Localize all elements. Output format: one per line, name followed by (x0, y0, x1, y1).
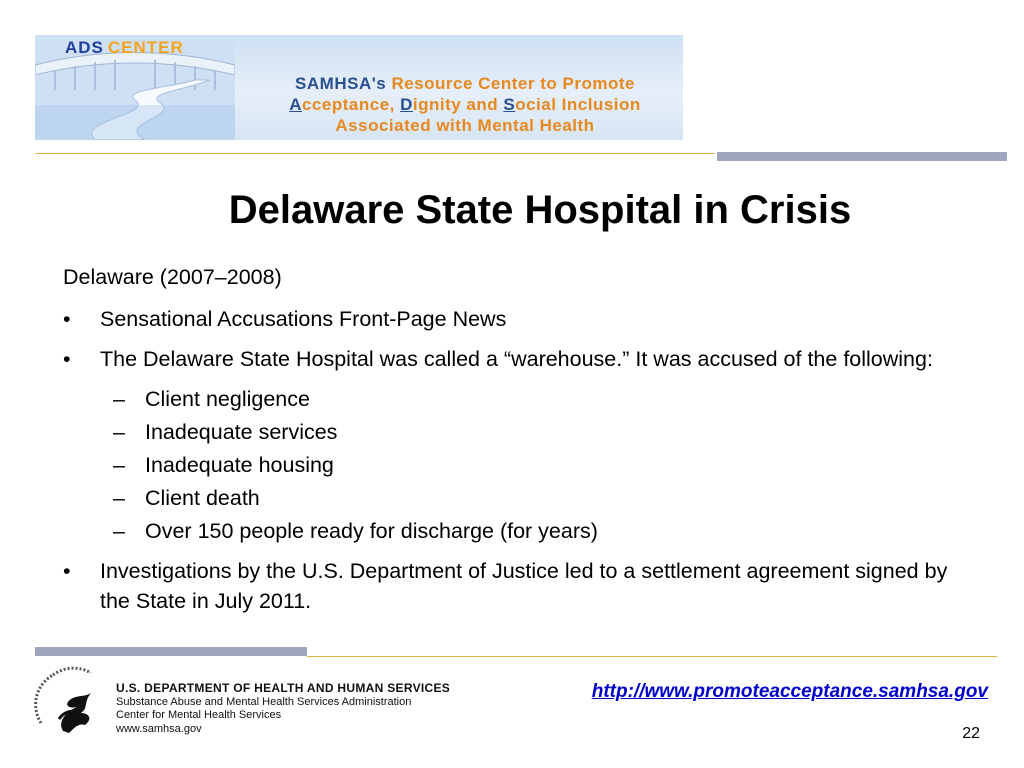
intro-line: Delaware (2007–2008) (63, 265, 282, 289)
banner-letter-d: D (400, 95, 413, 114)
top-accent-bar (717, 152, 1007, 161)
logo-center: CENTER (107, 38, 184, 57)
hhs-credit-block (116, 682, 450, 736)
sub-list (63, 384, 963, 546)
dash-marker: – (113, 486, 125, 510)
bullet-marker: • (63, 307, 71, 331)
sub-item-text: Client negligence (145, 387, 310, 411)
dash-marker: – (113, 420, 125, 444)
banner-letter-a: A (289, 95, 302, 114)
sub-item-text: Inadequate housing (145, 453, 334, 477)
bullet-item (63, 304, 963, 334)
ads-center-logo (65, 38, 184, 58)
page-number: 22 (962, 725, 980, 742)
hhs-center: Center for Mental Health Services (116, 709, 282, 721)
slide-title: Delaware State Hospital in Crisis (228, 188, 852, 232)
dash-marker: – (113, 453, 125, 477)
hhs-eagle-seal-icon (33, 663, 109, 743)
hhs-agency: Substance Abuse and Mental Health Services Administration (116, 695, 412, 708)
banner-line-2 (250, 94, 680, 115)
bullet-marker: • (63, 559, 71, 583)
bullet-text: Investigations by the U.S. Department of Justice led to a settlement agreement signed by the State in July 2011. (100, 559, 948, 613)
sub-item-text: Client death (145, 486, 260, 510)
sub-item (63, 483, 963, 513)
bottom-rule (307, 656, 997, 657)
dash-marker: – (113, 387, 125, 411)
slide-body (63, 262, 963, 626)
sub-item-text: Over 150 people ready for discharge (for years) (145, 519, 598, 543)
banner-line-2-part-b: ignity and (412, 95, 504, 114)
banner-line-2-part-c: ocial Inclusion (515, 95, 641, 114)
banner-line-1-rest: Resource Center to Promote (391, 74, 635, 93)
bullet-marker: • (63, 347, 71, 371)
hhs-department: U.S. DEPARTMENT OF HEALTH AND HUMAN SERVICES (116, 681, 451, 695)
dash-marker: – (113, 519, 125, 543)
banner-line-1 (250, 73, 680, 94)
hhs-website: www.samhsa.gov (116, 722, 202, 735)
sub-item (63, 450, 963, 480)
sub-item (63, 384, 963, 414)
logo-ads: ADS (65, 38, 104, 57)
bullet-item (63, 344, 963, 374)
banner-samhsa: SAMHSA's (295, 74, 387, 93)
sub-item-text: Inadequate services (145, 420, 338, 444)
bullet-text: The Delaware State Hospital was called a “warehouse.” It was accused of the following: (100, 347, 933, 371)
sub-item (63, 417, 963, 447)
banner-line-2-part-a: cceptance, (301, 95, 401, 114)
top-rule (35, 153, 715, 154)
banner-line-3: Associated with Mental Health (335, 116, 595, 135)
bullet-text: Sensational Accusations Front-Page News (100, 307, 507, 331)
banner-image (35, 35, 683, 140)
banner-letter-s: S (503, 95, 516, 114)
bullet-item (63, 556, 963, 616)
sub-item (63, 516, 963, 546)
bottom-accent-bar (35, 647, 307, 656)
promoteacceptance-link[interactable]: http://www.promoteacceptance.samhsa.gov (591, 681, 988, 702)
banner-tagline (250, 73, 680, 136)
